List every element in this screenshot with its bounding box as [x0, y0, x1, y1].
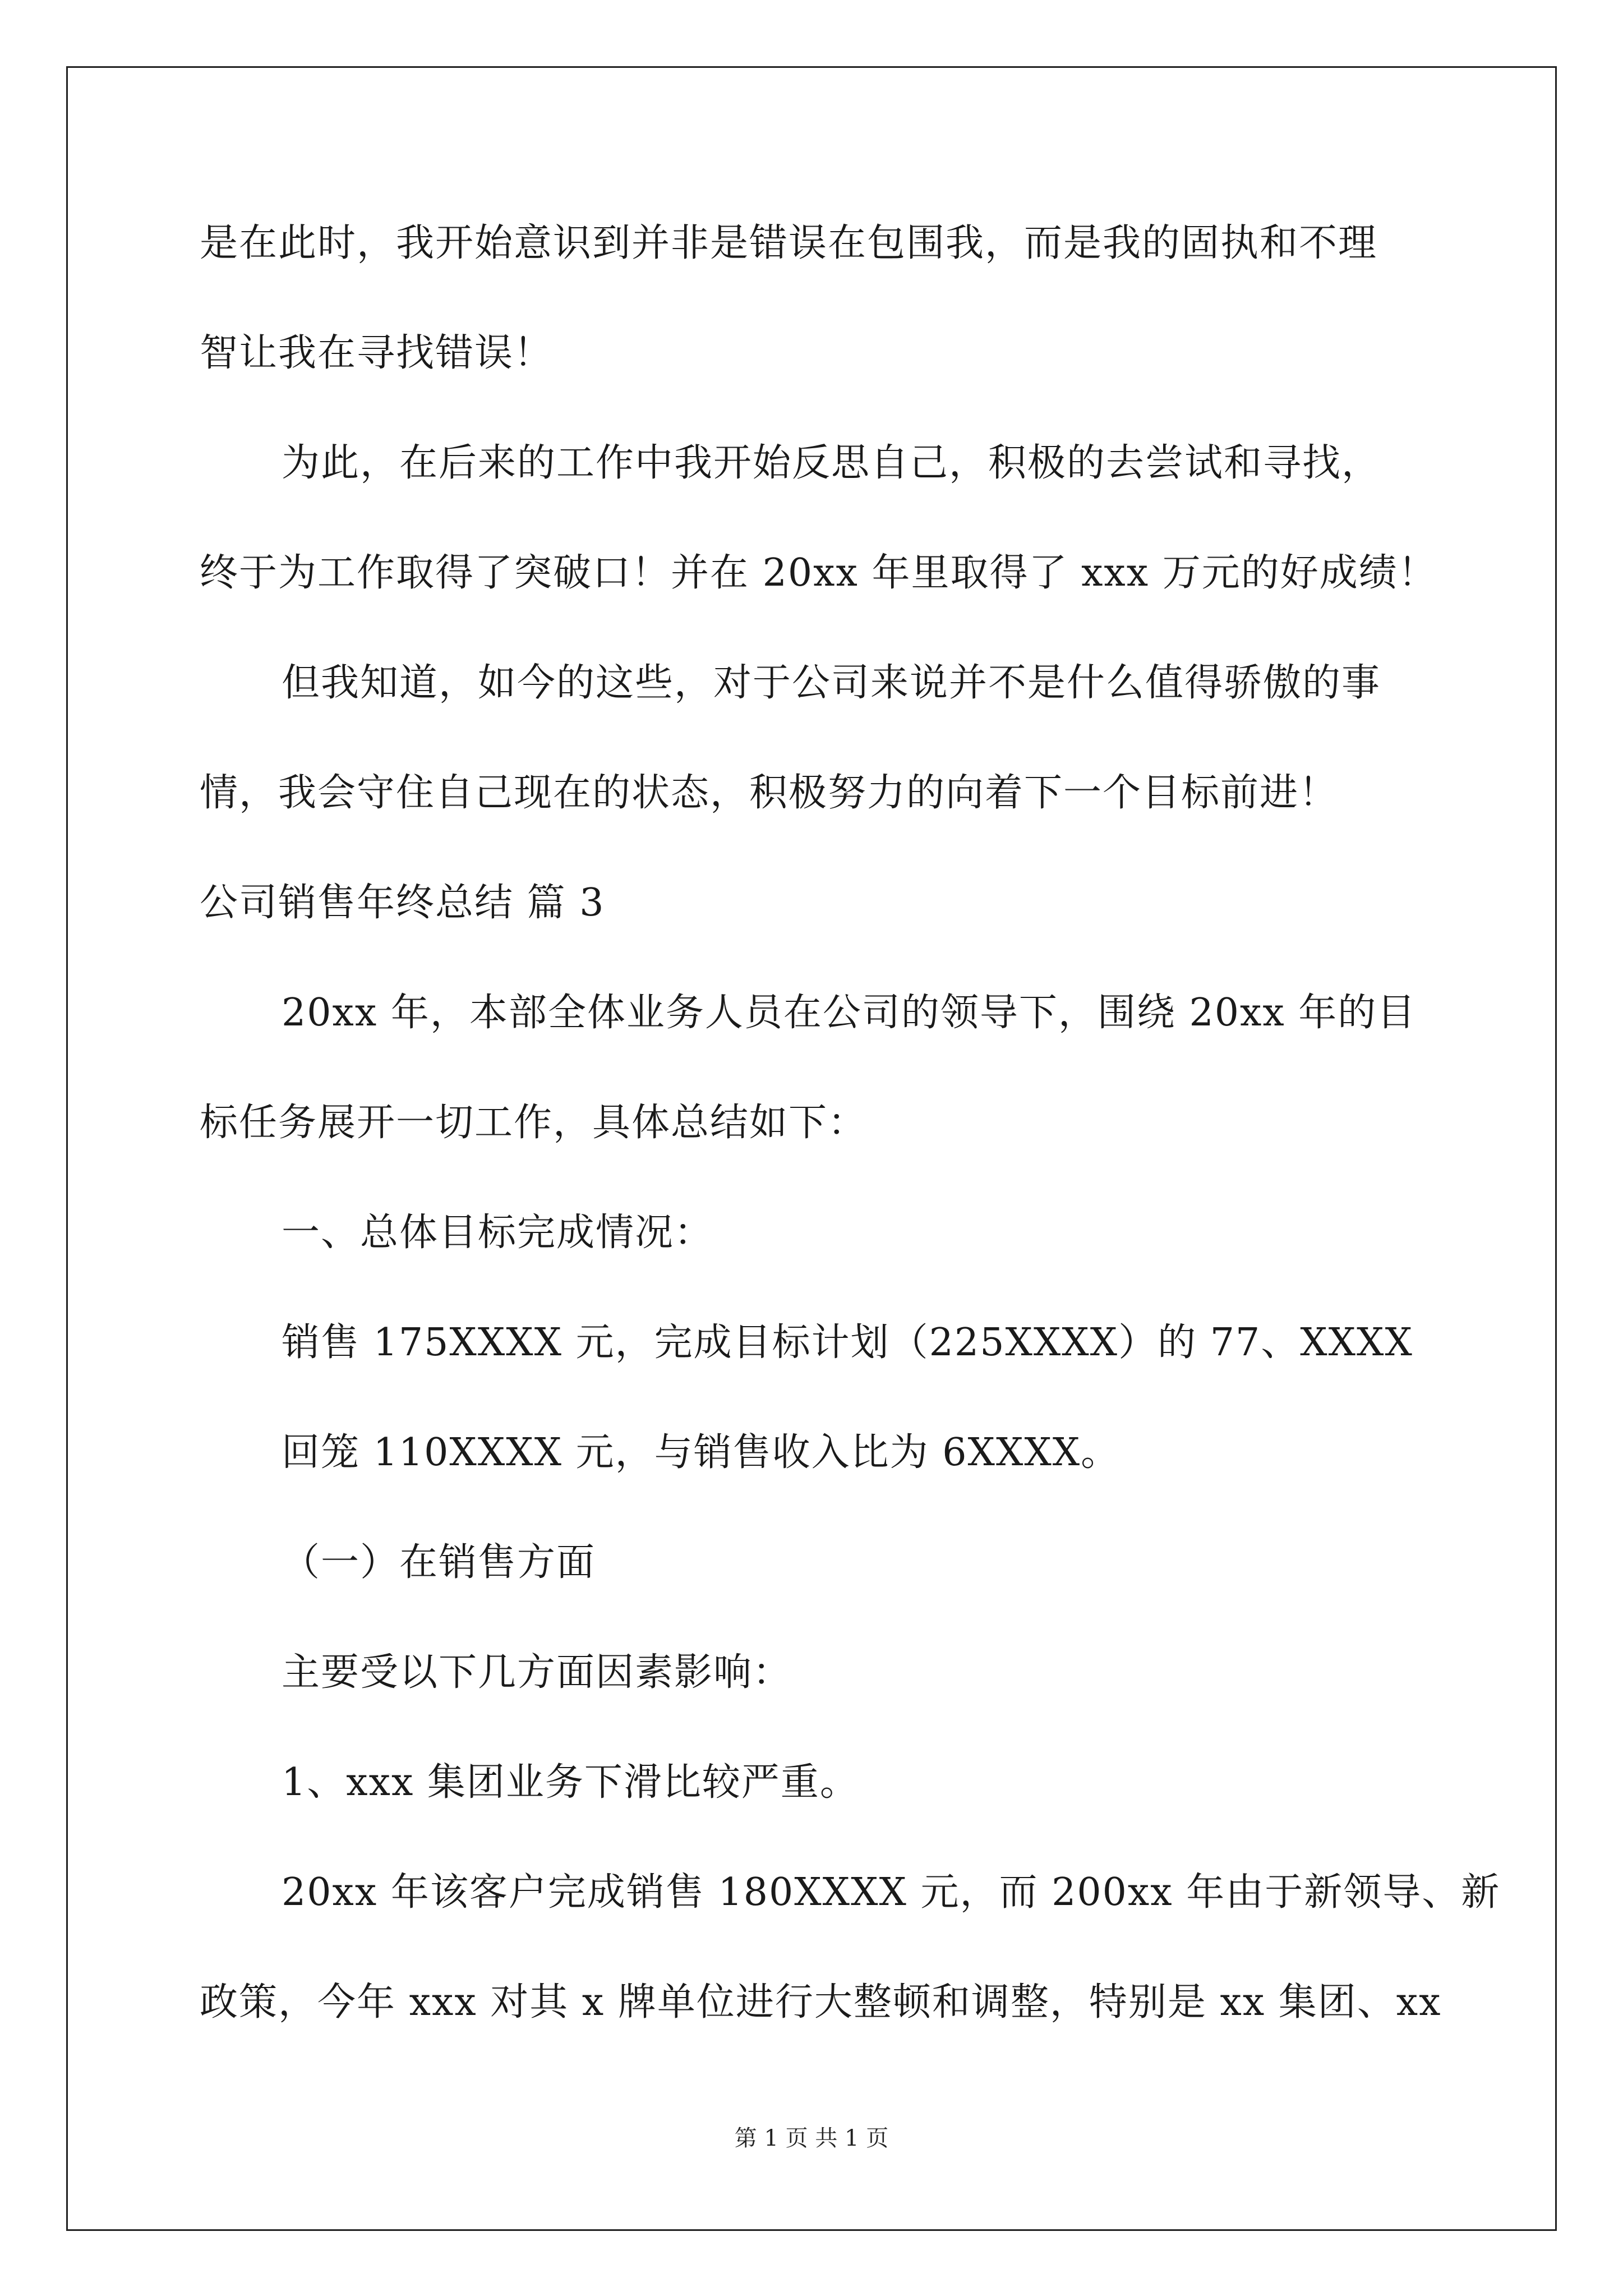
paragraph-line: 情，我会守住自己现在的状态，积极努力的向着下一个目标前进！	[200, 771, 1339, 815]
paragraph-line: 销售 175XXXX 元，完成目标计划（225XXXX）的 77、XXXX	[282, 1320, 1413, 1365]
paragraph-line: 回笼 110XXXX 元，与销售收入比为 6XXXX。	[282, 1430, 1121, 1475]
paragraph-line: 20xx 年，本部全体业务人员在公司的领导下，围绕 20xx 年的目	[282, 991, 1417, 1035]
paragraph-line: 政策，今年 xxx 对其 x 牌单位进行大整顿和调整，特别是 xx 集团、xx	[200, 1980, 1442, 2024]
section-heading: 公司销售年终总结 篇 3	[200, 881, 605, 925]
page-number-footer: 第 1 页 共 1 页	[734, 2125, 889, 2151]
list-item: 1、xxx 集团业务下滑比较严重。	[282, 1760, 859, 1805]
paragraph-line: 20xx 年该客户完成销售 180XXXX 元，而 200xx 年由于新领导、新	[282, 1870, 1501, 1915]
paragraph-line: 但我知道，如今的这些，对于公司来说并不是什么值得骄傲的事	[282, 661, 1381, 705]
subheading: 一、总体目标完成情况：	[282, 1211, 714, 1255]
paragraph-line: 智让我在寻找错误！	[200, 331, 554, 375]
paragraph-line: 终于为工作取得了突破口！并在 20xx 年里取得了 xxx 万元的好成绩！	[200, 551, 1437, 595]
paragraph-line: 标任务展开一切工作，具体总结如下：	[200, 1101, 868, 1145]
paragraph-line: 是在此时，我开始意识到并非是错误在包围我，而是我的固执和不理	[200, 221, 1378, 265]
paragraph-line: 主要受以下几方面因素影响：	[282, 1650, 792, 1695]
subheading: （一）在销售方面	[282, 1540, 596, 1585]
paragraph-line: 为此，在后来的工作中我开始反思自己，积极的去尝试和寻找，	[282, 441, 1381, 485]
